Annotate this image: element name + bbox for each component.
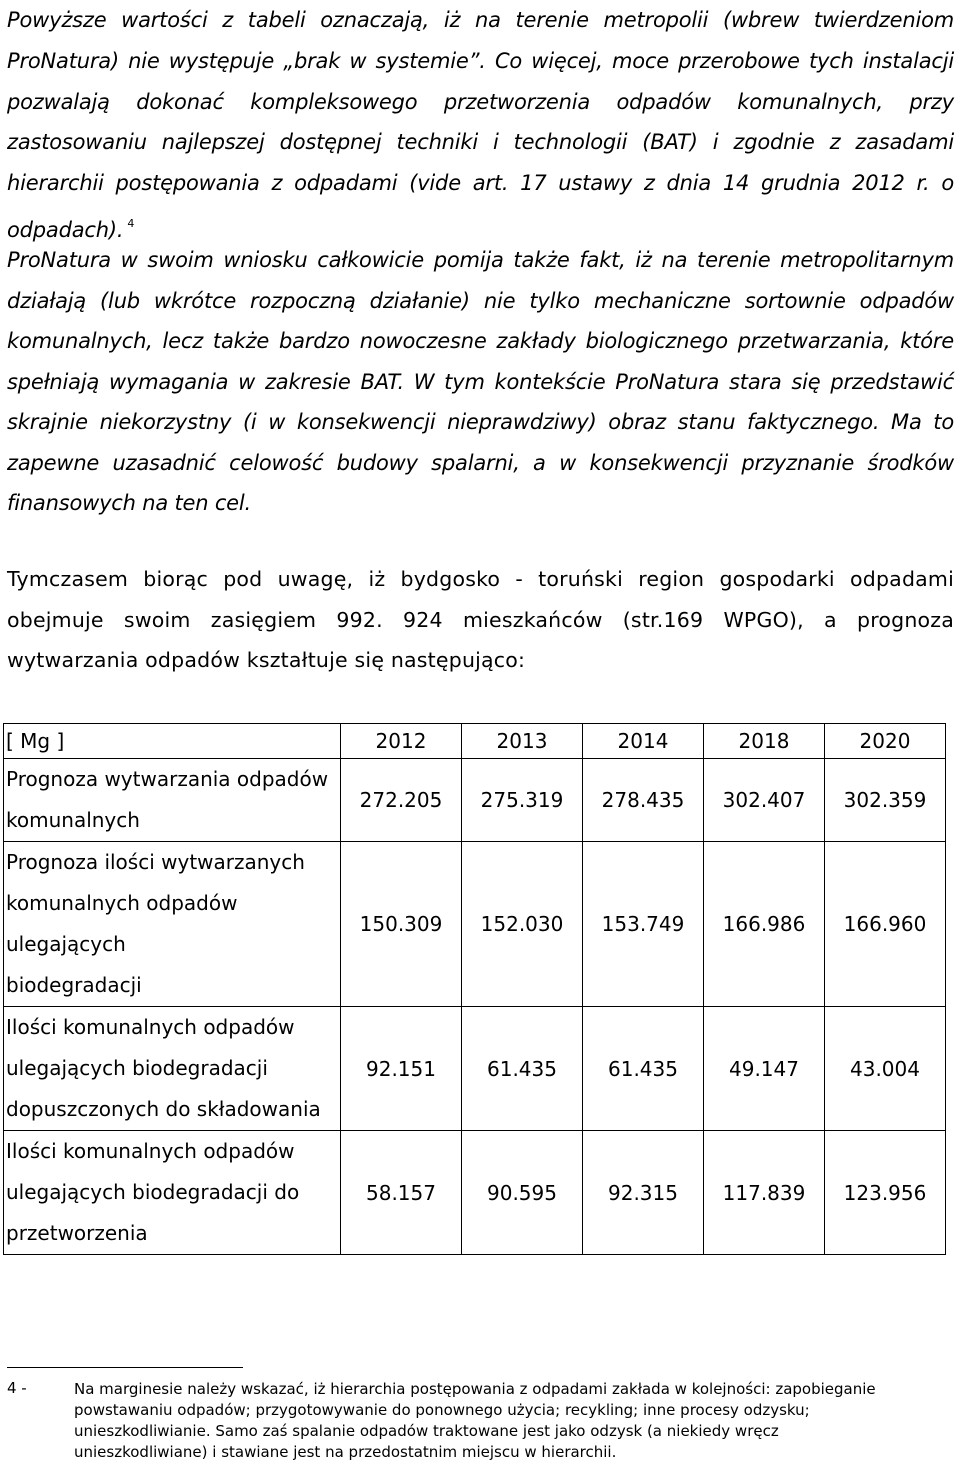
- row-label: Ilości komunalnych odpadów ulegających biodegradacji do przetworzenia: [4, 1131, 341, 1255]
- table-cell: 117.839: [704, 1131, 825, 1255]
- table-cell: 90.595: [462, 1131, 583, 1255]
- row-label: Prognoza ilości wytwarzanych komunalnych odpadów ulegających biodegradacji: [4, 842, 341, 1007]
- year-header: 2012: [341, 724, 462, 759]
- row-label: Ilości komunalnych odpadów ulegających biodegradacji dopuszczonych do składowania: [4, 1007, 341, 1131]
- table-row: [4, 1131, 946, 1255]
- table-cell: 58.157: [341, 1131, 462, 1255]
- table-cell: 166.986: [704, 842, 825, 1007]
- table-row: [4, 1007, 946, 1131]
- waste-forecast-table: [3, 723, 946, 1255]
- year-header: 2013: [462, 724, 583, 759]
- footnote-text: Na marginesie należy wskazać, iż hierarchia postępowania z odpadami zakłada w kolejności: zapobieganie powstawaniu odpadów; przygotowywanie do ponownego użycia; recykling; inne procesy odzysku; unieszkodliwianie. Samo zaś spalanie odpadów traktowane jest jako odzysk (a niekiedy wręcz unieszkodliwiane) i stawiane jest na przedostatnim miejscu w hierarchii.: [74, 1380, 876, 1461]
- footnote-reference: 4: [127, 216, 135, 230]
- paragraph-pronatura-critique: ProNatura w swoim wniosku całkowicie pomija także fakt, iż na terenie metropolitarnym działają (lub wkrótce rozpoczną działanie) nie tylko mechaniczne sortownie odpadów komunalnych, lecz także bardzo nowoczesne zakłady biologicznego przetwarzania, które spełniają wymagania w zakresie BAT. W tym kontekście ProNatura stara się przedstawić skrajnie niekorzystny (i w konsekwencji nieprawdziwy) obraz stanu faktycznego. Ma to zapewne uzasadnić celowość budowy spalarni, a w konsekwencji przyznanie środków finansowych na ten cel.: [7, 248, 954, 515]
- table-cell: 61.435: [583, 1007, 704, 1131]
- footnote-separator: [7, 1367, 243, 1368]
- year-header: 2018: [704, 724, 825, 759]
- table-cell: 166.960: [825, 842, 946, 1007]
- year-header: 2020: [825, 724, 946, 759]
- table-cell: 43.004: [825, 1007, 946, 1131]
- table-cell: 302.407: [704, 759, 825, 842]
- table-cell: 150.309: [341, 842, 462, 1007]
- year-header: 2014: [583, 724, 704, 759]
- table-cell: 302.359: [825, 759, 946, 842]
- table-row: [4, 842, 946, 1007]
- table-row: [4, 759, 946, 842]
- paragraph-metropolis-summary: [7, 0, 954, 251]
- table-cell: 272.205: [341, 759, 462, 842]
- table-cell: 152.030: [462, 842, 583, 1007]
- table-cell: 49.147: [704, 1007, 825, 1131]
- table-header-row: [4, 724, 946, 759]
- table-cell: 92.315: [583, 1131, 704, 1255]
- paragraph-text: Powyższe wartości z tabeli oznaczają, iż na terenie metropolii (wbrew twierdzeniom ProNatura) nie występuje „brak w systemie”. Co więcej, moce przerobowe tych instalacji pozwalają dokonać kompleksowego przetworzenia odpadów komunalnych, przy zastosowaniu najlepszej dostępnej techniki i technologii (BAT) i zgodnie z zasadami hierarchii postępowania z odpadami (vide art. 17 ustawy z dnia 14 grudnia 2012 r. o odpadach).: [7, 8, 954, 242]
- paragraph-region-forecast-intro: Tymczasem biorąc pod uwagę, iż bydgosko - toruński region gospodarki odpadami obejmuje swoim zasięgiem 992. 924 mieszkańców (str.169 WPGO), a prognoza wytwarzania odpadów kształtuje się następująco:: [7, 567, 954, 672]
- table-cell: 61.435: [462, 1007, 583, 1131]
- table-cell: 123.956: [825, 1131, 946, 1255]
- table-cell: 153.749: [583, 842, 704, 1007]
- unit-header: [ Mg ]: [4, 724, 341, 759]
- table-cell: 275.319: [462, 759, 583, 842]
- row-label: Prognoza wytwarzania odpadów komunalnych: [4, 759, 341, 842]
- table-cell: 278.435: [583, 759, 704, 842]
- footnote-marker: 4 -: [7, 1379, 27, 1397]
- table-cell: 92.151: [341, 1007, 462, 1131]
